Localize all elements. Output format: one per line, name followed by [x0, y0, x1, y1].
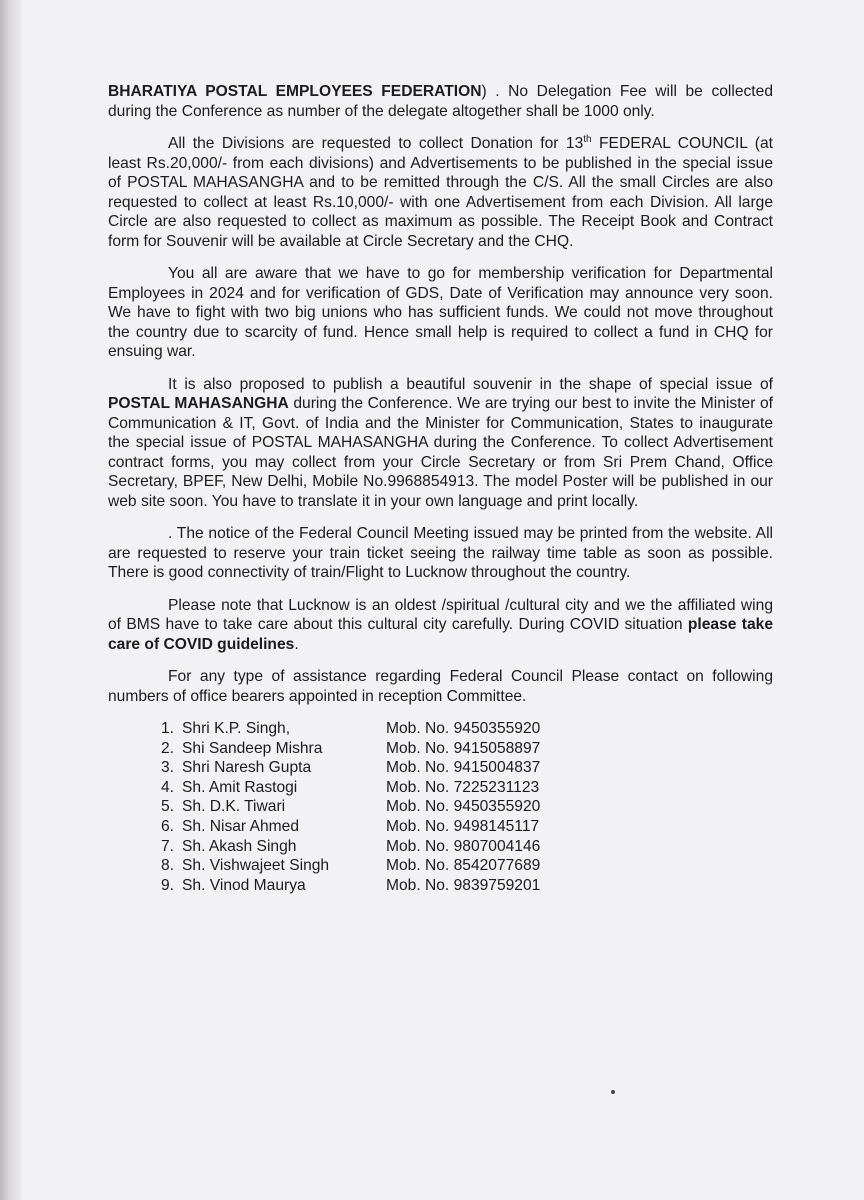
list-number: 3.: [160, 759, 174, 777]
paragraph-4-text-a: It is also proposed to publish a beautiful souvenir in the shape of special issue of: [168, 375, 773, 393]
list-item: [148, 739, 773, 759]
contact-mobile: Mob. No. 9415004837: [386, 759, 541, 777]
ink-speck: [611, 1090, 615, 1094]
list-number: 1.: [160, 720, 174, 737]
paragraph-3: You all are aware that we have to go for membership verification for Departmental Employees in 2024 and for verification of GDS, Date of Verification may announce very soon. We have to fight with two big unions who has sufficient funds. We could not move throughout the country due to scarcity of fund. Hence small help is required to collect a fund in CHQ for ensuing war.: [108, 265, 773, 360]
covid-guidelines-bold: please take care of COVID guidelines: [108, 616, 773, 653]
list-number: 4.: [160, 778, 174, 796]
contact-mobile: Mob. No. 7225231123: [386, 778, 540, 796]
contact-mobile: Mob. No. 9450355920: [386, 798, 541, 816]
list-item: [148, 817, 773, 837]
list-number: 6.: [160, 817, 174, 835]
superscript-th: th: [583, 133, 592, 145]
list-item: [148, 797, 773, 817]
contact-name: Sh. D.K. Tiwari: [182, 798, 286, 816]
federation-name: BHARATIYA POSTAL EMPLOYEES FEDERATION: [108, 83, 482, 100]
list-item: [148, 837, 773, 857]
contact-name: Sh. Vishwajeet Singh: [182, 857, 330, 875]
postal-mahasangha-bold: POSTAL MAHASANGHA: [108, 395, 289, 412]
list-number: 9.: [160, 876, 174, 894]
list-item: [148, 876, 773, 896]
contact-mobile: Mob. No. 8542077689: [386, 857, 541, 875]
list-item: [148, 719, 773, 739]
contact-name: Sh. Nisar Ahmed: [182, 817, 300, 835]
paragraph-2-text-b: FEDERAL COUNCIL (at least Rs.20,000/- from each divisions) and Advertisements to be published in the special issue of POSTAL MAHASANGHA and to be remitted through the C/S. All the small Circles are also requested to collect at least Rs.10,000/- with one Advertisement from each Division. All large Circle are also requested to collect as maximum as possible. The Receipt Book and Contract form for Souvenir will be available at Circle Secretary and the CHQ.: [108, 135, 773, 250]
paragraph-1: [108, 82, 773, 121]
paragraph-4-text-b: during the Conference. We are trying our best to invite the Minister of Communication & IT, Govt. of India and the Minister for Communication, States to inaugurate the special issue of POSTAL MAHASANGHA during the Conference. To collect Advertisement contract forms, you may collect from your Circle Secretary or from Sri Prem Chand, Office Secretary, BPEF, New Delhi, Mobile No.9968854913. The model Poster will be published in our web site soon. You have to translate it in your own language and print locally.: [108, 395, 773, 510]
paragraph-4: [108, 375, 773, 512]
paragraph-2-text-a: All the Divisions are requested to collect Donation for 13: [168, 135, 584, 152]
contact-name: Shri K.P. Singh,: [182, 720, 291, 737]
contact-name: Shri Naresh Gupta: [182, 759, 312, 777]
contact-name: Sh. Akash Singh: [182, 837, 297, 855]
contact-list: [108, 719, 773, 895]
paragraph-7: For any type of assistance regarding Federal Council Please contact on following numbers of office bearers appointed in reception Committee.: [108, 668, 773, 705]
contact-name: Sh. Vinod Maurya: [182, 876, 306, 894]
list-number: 8.: [160, 857, 174, 875]
contact-mobile: Mob. No. 9498145117: [386, 817, 540, 835]
list-item: [148, 758, 773, 778]
list-item: [148, 856, 773, 876]
paragraph-6-text-b: .: [294, 635, 299, 653]
contact-name: Sh. Amit Rastogi: [182, 778, 298, 796]
contact-mobile: Mob. No. 9415058897: [386, 739, 541, 757]
list-number: 2.: [160, 739, 174, 757]
list-number: 7.: [160, 837, 174, 855]
document-body: [108, 82, 773, 895]
paragraph-6-text-a: Please note that Lucknow is an oldest /spiritual /cultural city and we the affiliated wing of BMS have to take care about this cultural city carefully. During COVID situation: [108, 596, 773, 633]
contact-mobile: Mob. No. 9839759201: [386, 876, 541, 894]
list-item: [148, 778, 773, 798]
contact-mobile: Mob. No. 9807004146: [386, 837, 541, 855]
paragraph-2: [108, 134, 773, 251]
scan-page-edge: [0, 0, 22, 1200]
list-number: 5.: [160, 798, 174, 816]
contact-name: Shi Sandeep Mishra: [182, 739, 323, 757]
paragraph-6: [108, 596, 773, 655]
contact-mobile: Mob. No. 9450355920: [386, 720, 541, 737]
paragraph-5: . The notice of the Federal Council Meeting issued may be printed from the website. All are requested to reserve your train ticket seeing the railway time table as soon as possible. There is good connectivity of train/Flight to Lucknow throughout the country.: [108, 525, 773, 581]
paragraph-1-text: ) . No Delegation Fee will be collected during the Conference as number of the delegate altogether shall be 1000 only.: [108, 83, 773, 120]
